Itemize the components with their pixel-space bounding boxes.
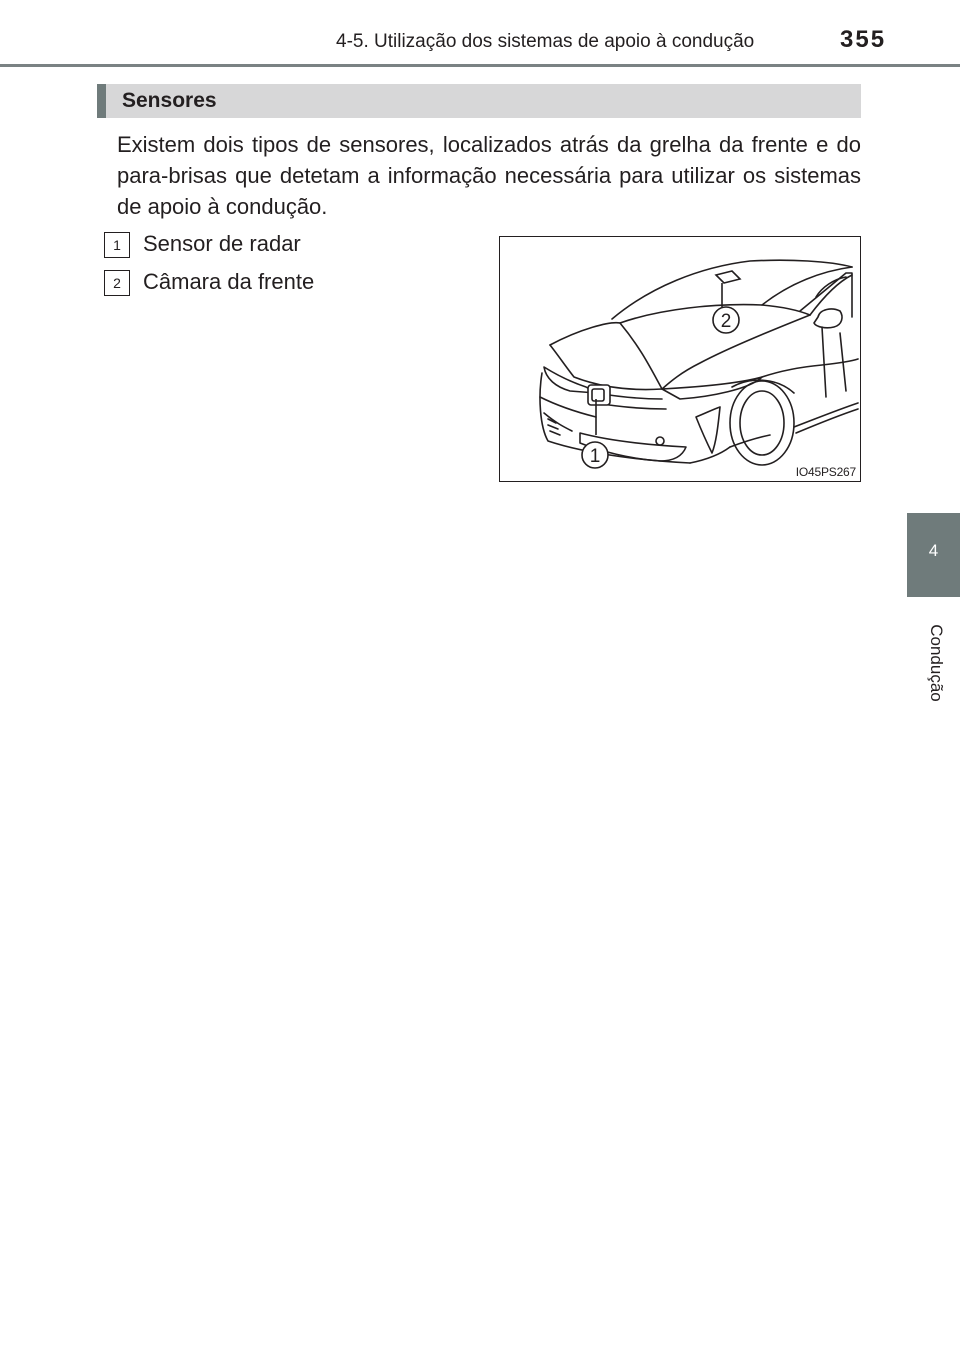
svg-text:1: 1 [589,446,601,467]
car-drawing [500,237,860,481]
item-label: Câmara da frente [143,269,315,294]
callout-1 [582,442,608,468]
chapter-label: Condução [927,624,946,702]
item-number-box: 1 [104,232,130,258]
header-rule [0,64,960,67]
item-label: Sensor de radar [143,231,301,256]
section-heading-bar [97,84,861,118]
chapter-tab [907,513,960,597]
item-number-box: 2 [104,270,130,296]
page-number: 355 [840,26,887,53]
figure-code: IO45PS267 [795,465,856,479]
section-title: Sensores [122,89,217,112]
page-header-section: 4-5. Utilização dos sistemas de apoio à condução [336,31,755,52]
svg-text:2: 2 [720,311,732,332]
section-body-text: Existem dois tipos de sensores, localizados atrás da grelha da frente e do para-brisas que detetam a informação necessária para utilizar os sistemas de apoio à condução. [117,132,861,219]
chapter-number: 4 [928,541,939,560]
callout-2 [713,307,739,333]
car-sensor-illustration [499,236,861,482]
